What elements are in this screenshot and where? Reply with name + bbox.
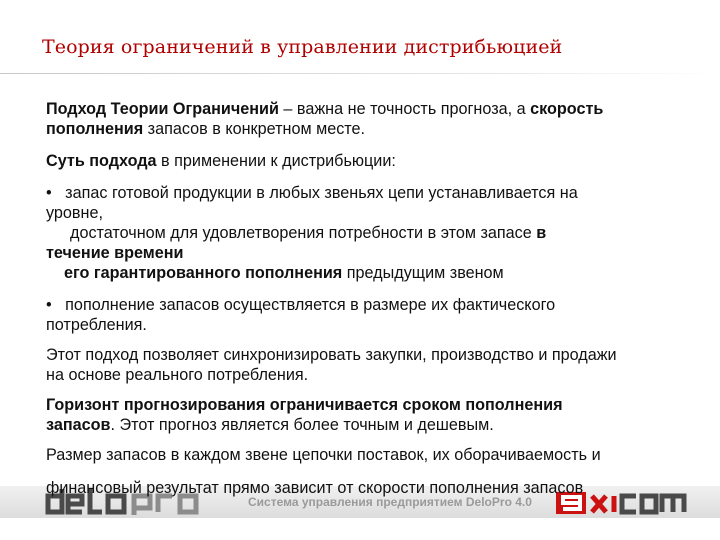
paragraph-approach bbox=[46, 99, 686, 139]
bullet-marker: • bbox=[46, 296, 52, 314]
bullet1-line1: запас готовой продукции в любых звеньях цепи устанавливается на bbox=[65, 184, 578, 202]
slide-body bbox=[46, 99, 686, 477]
bullet1-line5: предыдущим звеном bbox=[342, 264, 504, 282]
stock-size-line2: финансовый результат прямо зависит от скорости пополнения запасов bbox=[46, 479, 584, 497]
approach-term: Подход Теории Ограничений bbox=[46, 100, 279, 118]
essence-term: Суть подхода bbox=[46, 152, 157, 170]
horizon-term-stock: запасов bbox=[46, 416, 111, 434]
replenishment-term: пополнения bbox=[46, 120, 144, 138]
bullet1-line3-bold: в bbox=[536, 224, 547, 242]
bullet1-line4: течение времени bbox=[46, 244, 184, 262]
bullet1-line2: уровне, bbox=[46, 204, 103, 222]
horizon-text: . Этот прогноз является более точным и дешевым. bbox=[110, 416, 494, 434]
bullet1-line5-bold: его гарантированного пополнения bbox=[64, 264, 343, 282]
essence-text: в применении к дистрибьюции: bbox=[156, 152, 396, 170]
paragraph-horizon bbox=[46, 395, 686, 435]
horizon-line1: Горизонт прогнозирования ограничивается сроком пополнения bbox=[46, 396, 563, 414]
slide-title: Теория ограничений в управлении дистрибьюцией bbox=[42, 36, 563, 58]
sync-line2: на основе реального потребления. bbox=[46, 366, 309, 384]
speed-term: скорость bbox=[530, 100, 604, 118]
paragraph-stock-size bbox=[46, 445, 686, 465]
paragraph-sync bbox=[46, 345, 686, 385]
stock-size-line1: Размер запасов в каждом звене цепочки поставок, их оборачиваемость и bbox=[46, 446, 601, 464]
approach-text: – важна не точность прогноза, а bbox=[278, 100, 531, 118]
bullet1-line3: достаточном для удовлетворения потребности в этом запасе bbox=[70, 224, 537, 242]
bullet2-line2: потребления. bbox=[46, 316, 147, 334]
footer-caption: Система управления предприятием DeloPro 4.0 bbox=[248, 495, 532, 509]
sync-line1: Этот подход позволяет синхронизировать закупки, производство и продажи bbox=[46, 346, 617, 364]
bullet-marker: • bbox=[46, 184, 52, 202]
bullet-stock-level bbox=[46, 183, 686, 283]
paragraph-essence bbox=[46, 151, 686, 171]
approach-text-line2: запасов в конкретном месте. bbox=[143, 120, 366, 138]
title-divider bbox=[0, 73, 720, 74]
bullet-replenishment bbox=[46, 295, 686, 335]
bullet2-line1: пополнение запасов осуществляется в размере их фактического bbox=[65, 296, 556, 314]
